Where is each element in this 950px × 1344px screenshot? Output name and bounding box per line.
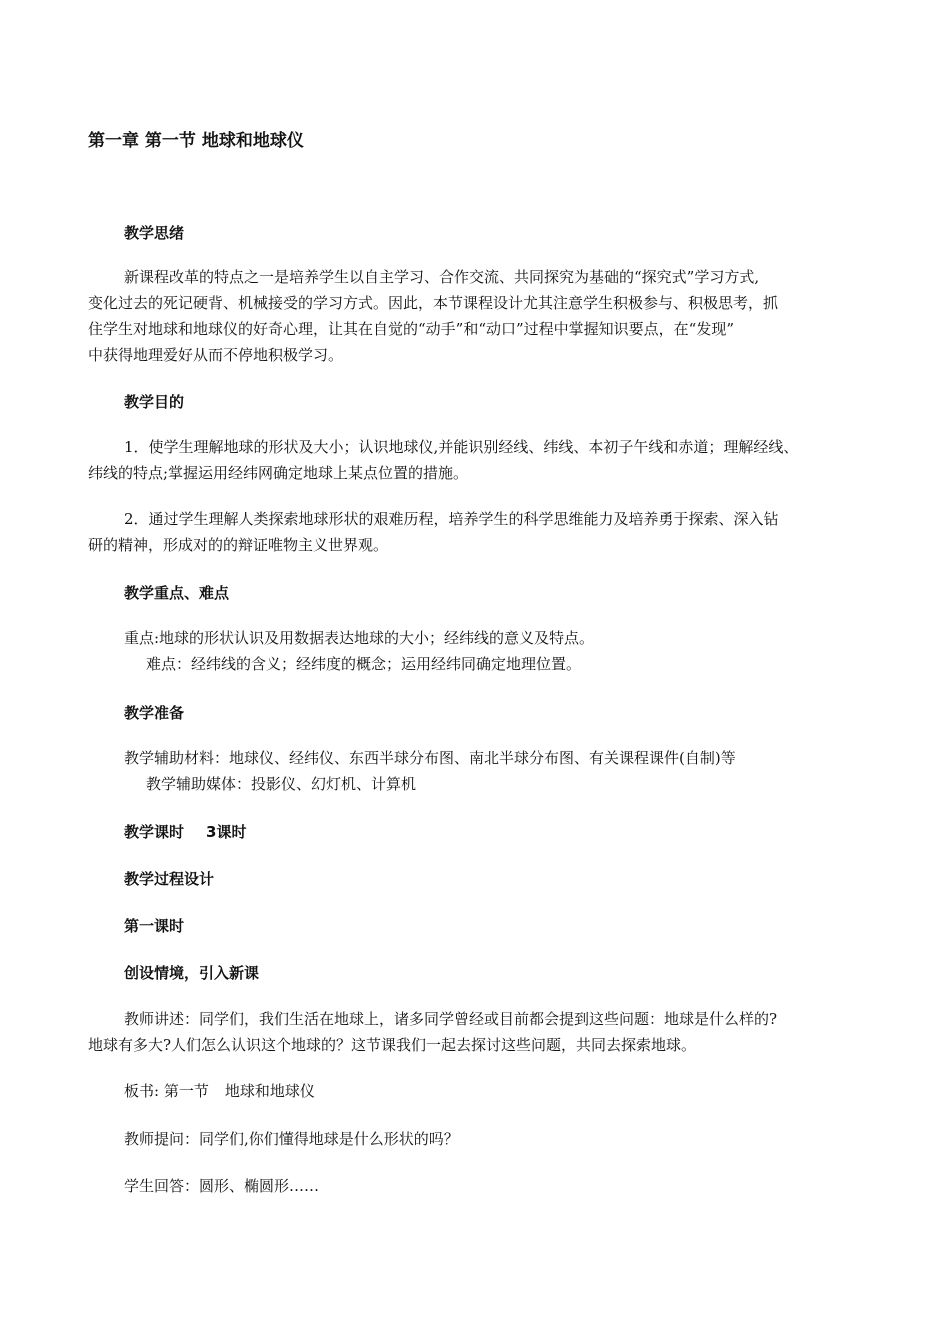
student-answer: 学生回答：圆形、椭圆形……	[124, 1177, 320, 1195]
text-line: 教师讲述：同学们，我们生活在地球上，诸多同学曾经或目前都会提到这些问题：地球是什么样的?	[124, 1010, 778, 1028]
heading-teaching-process: 教学过程设计	[124, 870, 215, 888]
difficult-point-text: 难点：经纬线的含义；经纬度的概念；运用经纬同确定地理位置。	[146, 655, 582, 673]
text-line: 纬线的特点;掌握运用经纬网确定地球上某点位置的措施。	[88, 464, 469, 482]
board-writing	[124, 1078, 315, 1104]
text-line: 住学生对地球和地球仪的好奇心理，让其在自觉的“动手”和“动口”过程中掌握知识要点，在“发现”	[88, 320, 735, 338]
hours-label: 教学课时	[124, 823, 185, 841]
prep-materials-text: 教学辅助材料：地球仪、经纬仪、东西半球分布图、南北半球分布图、有关课程课件(自制)等	[124, 749, 736, 767]
heading-key-difficult: 教学重点、难点	[124, 584, 230, 602]
paragraph-goal-1	[88, 434, 863, 486]
heading-teaching-goals: 教学目的	[124, 393, 185, 411]
text-line: 2．通过学生理解人类探索地球形状的艰难历程，培养学生的科学思维能力及培养勇于探索、深入钻	[124, 510, 779, 528]
teacher-question: 教师提问：同学们,你们懂得地球是什么形状的吗？	[124, 1130, 459, 1148]
prep-media-text: 教学辅助媒体：投影仪、幻灯机、计算机	[146, 775, 417, 793]
heading-teaching-hours	[124, 821, 246, 842]
board-title: 地球和地球仪	[224, 1082, 315, 1100]
key-point-text: 重点:地球的形状认识及用数据表达地球的大小；经纬线的意义及特点。	[124, 629, 595, 647]
heading-teaching-thinking: 教学思绪	[124, 224, 185, 242]
text-line: 研的精神，形成对的的辩证唯物主义世界观。	[88, 536, 389, 554]
board-label: 板书:	[124, 1082, 160, 1100]
text-line: 新课程改革的特点之一是培养学生以自主学习、合作交流、共同探究为基础的“探究式”学习方式,	[124, 268, 760, 286]
paragraph-goal-2	[88, 506, 863, 558]
board-section: 第一节	[163, 1082, 209, 1100]
hours-value: 3课时	[206, 823, 247, 841]
paragraph-teacher-lecture	[88, 1006, 863, 1058]
text-line: 变化过去的死记硬背、机械接受的学习方式。因此，本节课程设计尤其注意学生积极参与、积极思考，抓	[88, 294, 779, 312]
heading-teaching-prep: 教学准备	[124, 704, 185, 722]
text-line: 1．使学生理解地球的形状及大小；认识地球仪,并能识别经线、纬线、本初子午线和赤道；理解经线、	[124, 438, 799, 456]
paragraph-teaching-thinking	[88, 264, 863, 368]
heading-create-scene: 创设情境，引入新课	[124, 964, 260, 982]
heading-first-lesson: 第一课时	[124, 917, 185, 935]
text-line: 地球有多大?人们怎么认识这个地球的？这节课我们一起去探讨这些问题，共同去探索地球。	[88, 1036, 697, 1054]
text-line: 中获得地理爱好从而不停地积极学习。	[88, 346, 344, 364]
page-title: 第一章 第一节 地球和地球仪	[88, 131, 304, 151]
